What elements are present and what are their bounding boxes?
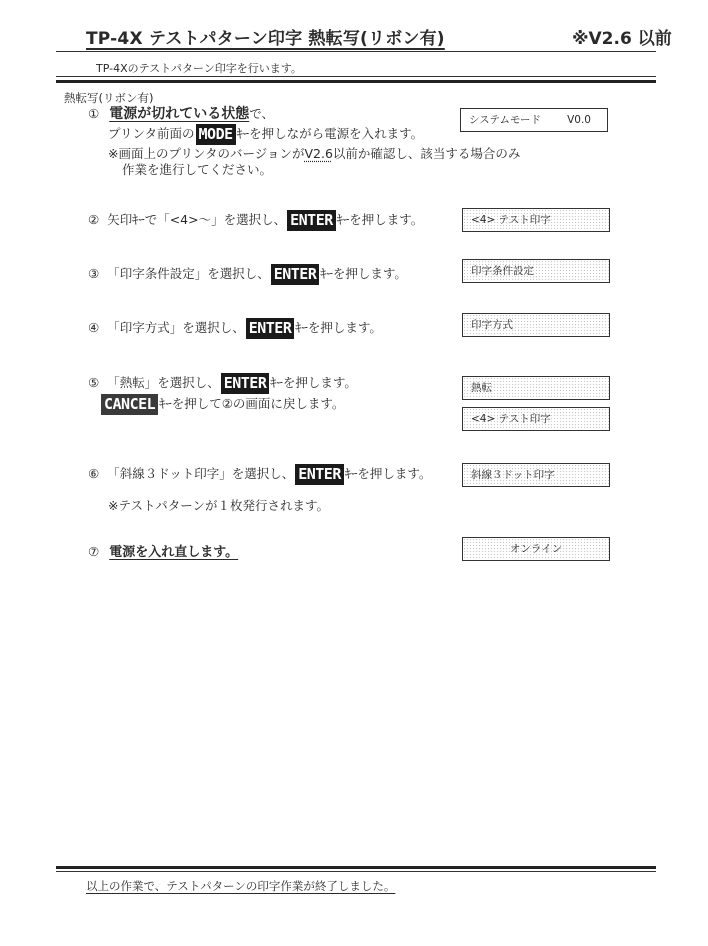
step-7 [88,544,238,561]
step-emphasis: 電源を入れ直します。 [109,545,239,560]
step-number: ② [88,212,100,227]
step-text: 矢印ｷｰで「<4>～」を選択し、 [107,212,287,227]
enter-key-label: ENTER [271,264,320,285]
lcd-display-print-method: 印字方式 [462,313,610,337]
header-divider [56,51,656,52]
step-text: で、 [249,106,274,121]
step-5-line-2 [100,394,344,415]
version-note: ※V2.6 以前 [572,29,672,49]
enter-key-label: ENTER [295,464,344,485]
page-title: TP-4X テストパターン印字 熱転写(リボン有) [86,29,445,49]
subtitle-divider-bottom [56,80,656,83]
step-number: ⑥ [88,466,100,481]
enter-key-label: ENTER [287,210,336,231]
cancel-key-label: CANCEL [101,394,158,415]
step-text: プリンタ前面の [108,126,195,141]
subtitle-divider-top [56,76,656,77]
lcd-display-print-condition: 印字条件設定 [462,259,610,283]
step-number: ④ [88,320,100,335]
step-emphasis: 電源が切れている状態 [109,106,250,122]
note-text: 以前か確認し、該当する場合のみ [332,146,521,161]
step-5 [88,373,357,394]
step-number: ⑤ [88,375,100,390]
step-3 [88,264,407,285]
lcd-display-test-print-return: <4> テスト印字 [462,407,610,431]
step-2 [88,210,423,231]
enter-key-label: ENTER [221,373,270,394]
lcd-version: V0.0 [567,114,591,126]
step-6 [88,464,431,485]
note-text: ※画面上のプリンタのバージョンが [108,146,305,161]
step-text: ｷｰを押して②の画面に戻します。 [159,396,345,411]
note-version: V2.6 [304,146,333,161]
footer-divider-top [56,866,656,869]
step-1-line-2 [108,124,423,145]
step-text: ｷｰを押しながら電源を入れます。 [236,126,424,141]
step-4 [88,318,382,339]
page-subtitle: TP-4Xのテストパターン印字を行います。 [96,62,302,75]
lcd-text: システムモード [469,114,542,126]
step-number: ③ [88,266,100,281]
mode-key-label: MODE [196,124,236,145]
lcd-display-online: オンライン [462,537,610,561]
enter-key-label: ENTER [246,318,295,339]
step-text: ｷｰを押します。 [320,266,407,281]
lcd-display-thermal: 熱転 [462,376,610,400]
step-1-note [108,146,520,162]
step-text: 「印字条件設定」を選択し、 [107,266,270,281]
step-1-note-line-2: 作業を進行してください。 [122,162,273,177]
step-text: ｷｰを押します。 [270,375,357,390]
step-number: ⑦ [88,544,100,559]
step-number: ① [88,106,100,121]
section-label: 熱転写(リボン有) [64,91,154,105]
step-1 [88,106,274,122]
step-text: ｷｰを押します。 [344,466,432,481]
step-text: 「印字方式」を選択し、 [107,320,245,335]
step-text: ｷｰを押します。 [295,320,382,335]
footer-text: 以上の作業で、テストパターンの印字作業が終了しました。 [86,879,396,893]
step-6-note: ※テストパターンが１枚発行されます。 [108,498,329,513]
step-text: 「熱転」を選択し、 [107,375,220,390]
lcd-display-diagonal-dot: 斜線３ドット印字 [462,463,610,487]
lcd-display-system-mode [460,108,608,132]
step-text: 「斜線３ドット印字」を選択し、 [107,466,295,481]
lcd-display-test-print: <4> テスト印字 [462,208,610,232]
footer-divider-bottom [56,871,656,872]
step-text: ｷｰを押します。 [336,212,424,227]
